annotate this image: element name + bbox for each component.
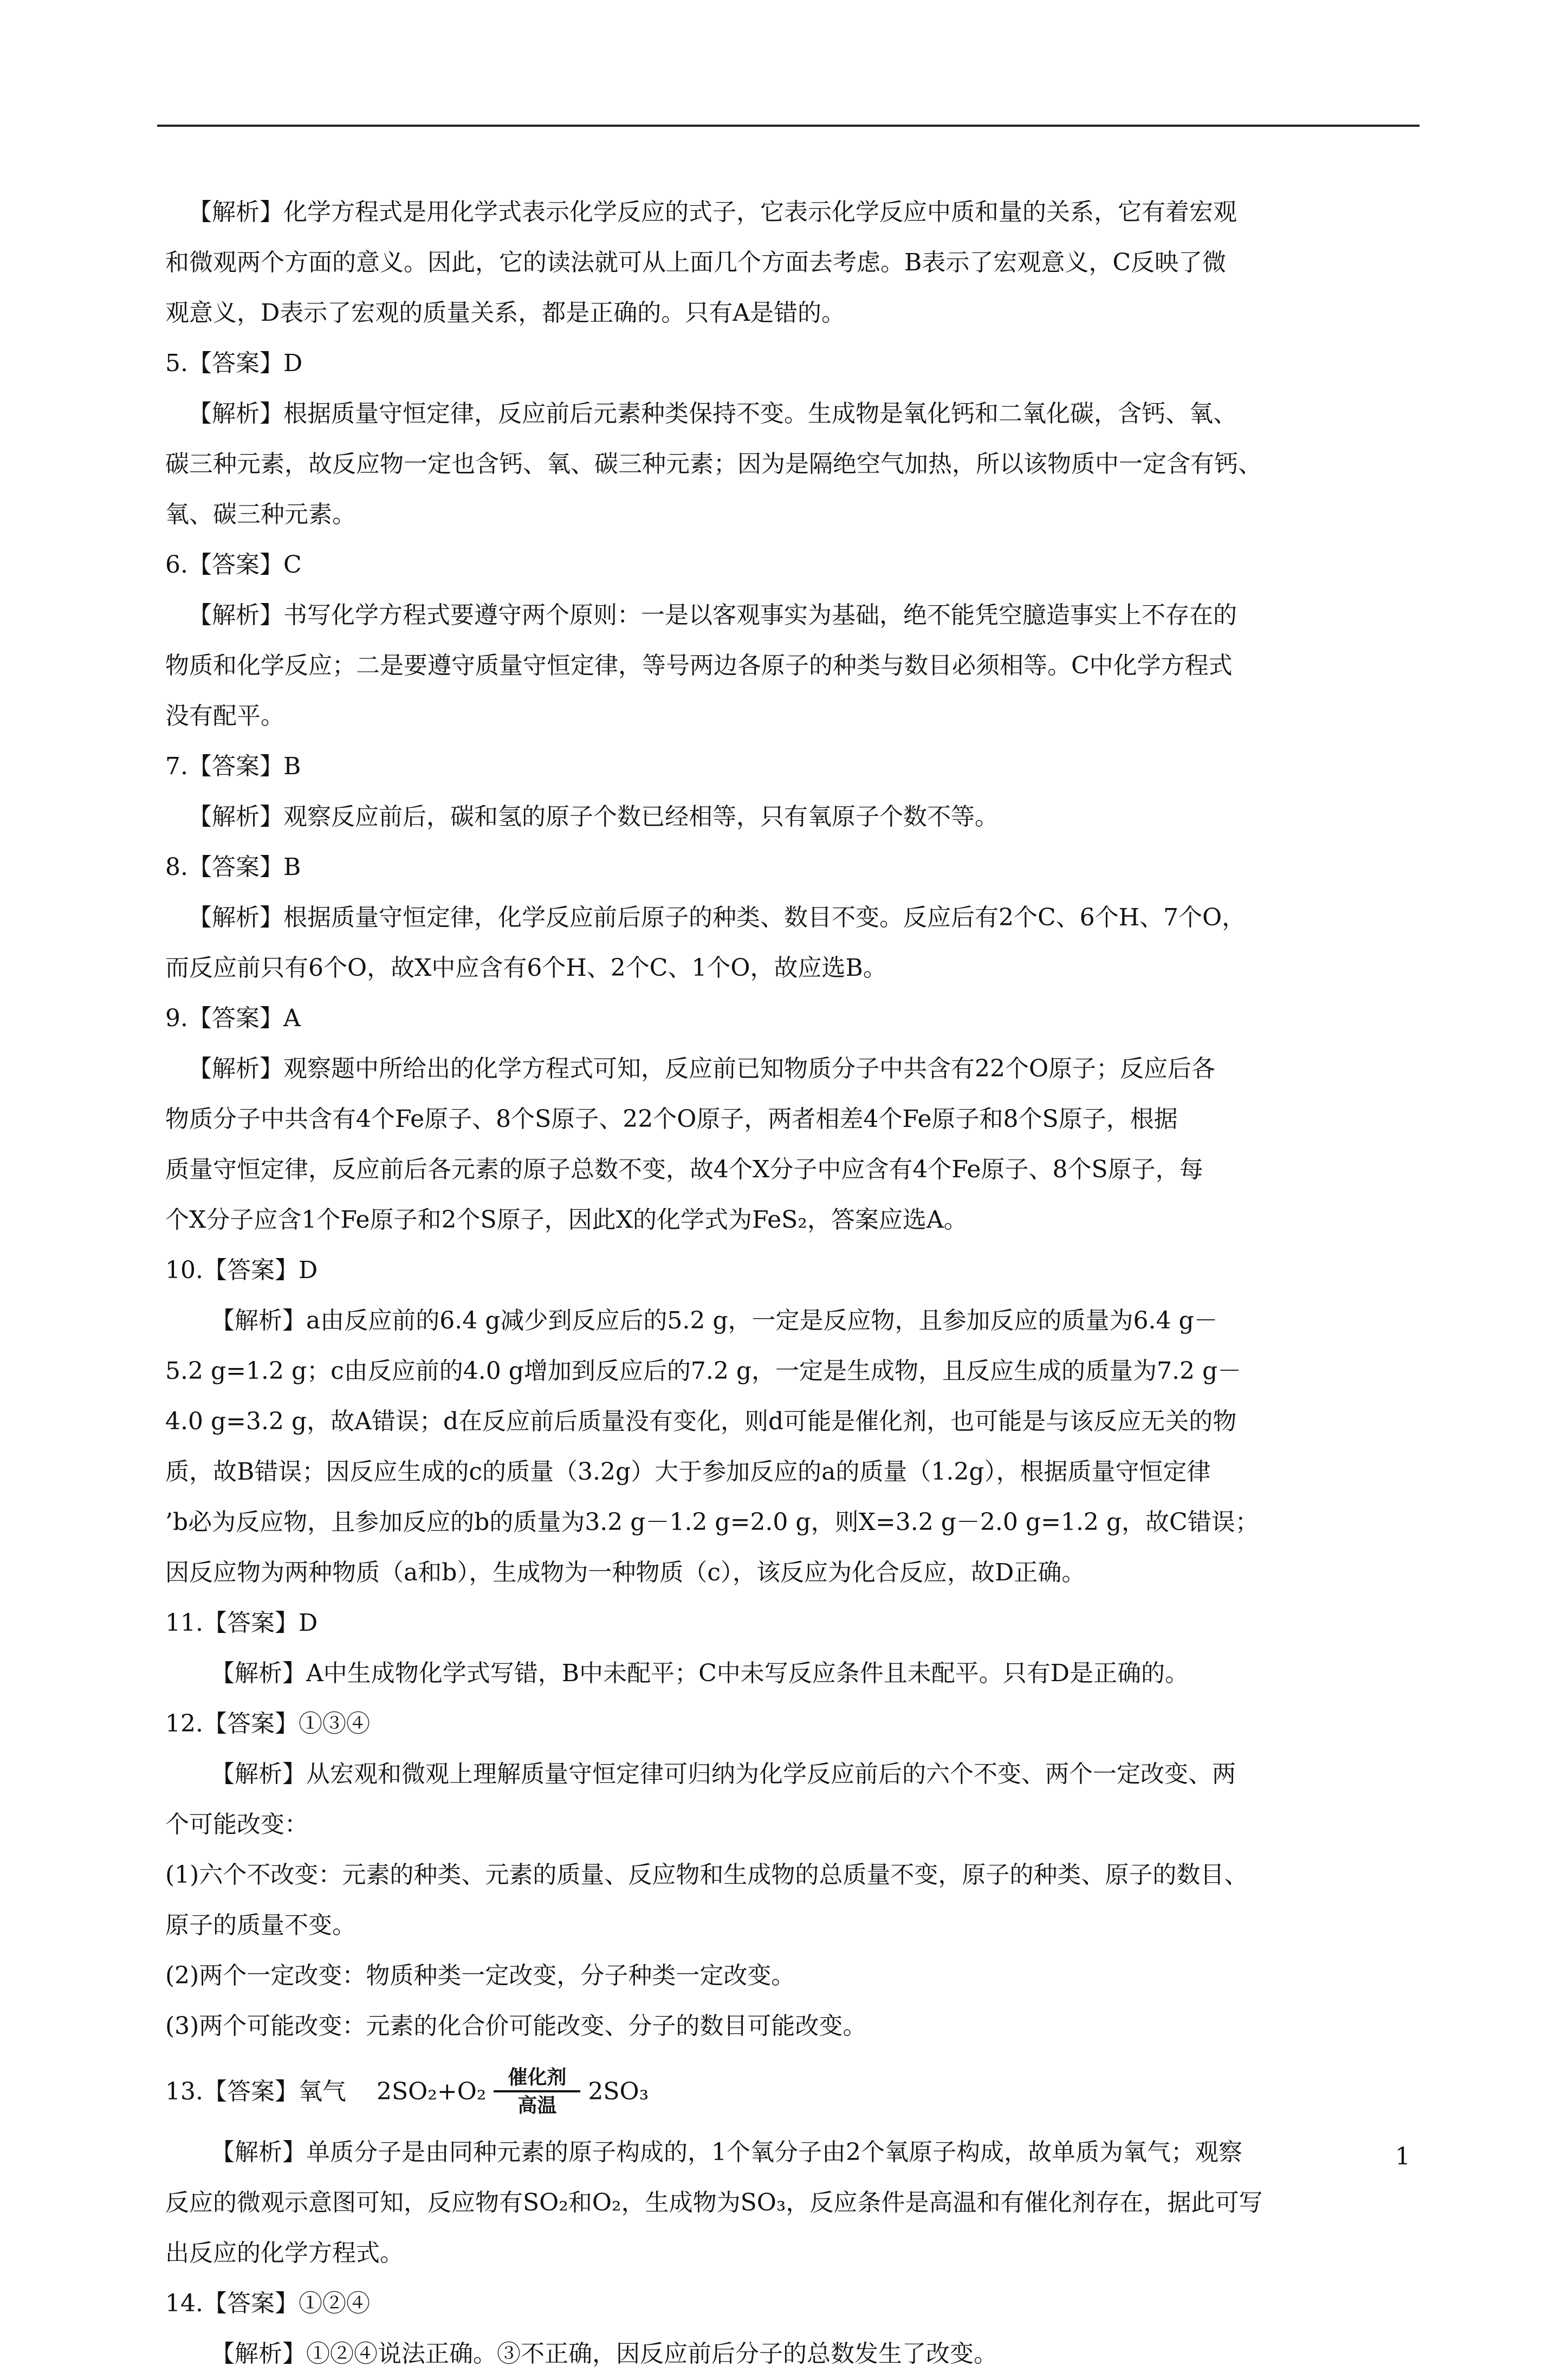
text-line: 10.【答案】D [165, 1256, 318, 1284]
answer-body [165, 187, 1430, 2379]
text-line: 而反应前只有6个O，故X中应含有6个H、2个C、1个O，故应选B。 [165, 954, 887, 982]
text-line: 11.【答案】D [165, 1609, 318, 1637]
text-line: 【解析】观察题中所给出的化学方程式可知，反应前已知物质分子中共含有22个O原子；反应后各 [188, 1055, 1216, 1082]
text-line: 个可能改变： [165, 1811, 308, 1838]
text-line: 和微观两个方面的意义。因此，它的读法就可从上面几个方面去考虑。B表示了宏观意义，C反映了微 [165, 249, 1226, 276]
text-line: 9.【答案】A [165, 1004, 301, 1032]
text-line: 观意义，D表示了宏观的质量关系，都是正确的。只有A是错的。 [165, 299, 846, 327]
text-line: 【解析】A中生成物化学式写错，B中未配平；C中未写反应条件且未配平。只有D是正确的。 [211, 1660, 1189, 1687]
text-line: ’b必为反应物，且参加反应的b的质量为3.2 g－1.2 g=2.0 g，则X=3.2 g－2.0 g=1.2 g，故C错误； [165, 1508, 1259, 1536]
text-line: 原子的质量不变。 [165, 1911, 356, 1939]
text-line: 质，故B错误；因反应生成的c的质量（3.2g）大于参加反应的a的质量（1.2g），根据质量守恒定律 [165, 1458, 1211, 1486]
header-rule [157, 125, 1420, 127]
reaction-temperature: 高温 [517, 2094, 557, 2117]
text-line: 【解析】根据质量守恒定律，化学反应前后原子的种类、数目不变。反应后有2个C、6个H、7个O， [188, 904, 1246, 931]
text-line: 物质分子中共含有4个Fe原子、8个S原子、22个O原子，两者相差4个Fe原子和8个S原子，根据 [165, 1105, 1178, 1133]
text-line: 5.【答案】D [165, 349, 303, 377]
q13-product: 2SO₃ [588, 2077, 649, 2105]
text-line: (3)两个可能改变：元素的化合价可能改变、分子的数目可能改变。 [165, 2012, 867, 2040]
reaction-arrow-line [494, 2090, 580, 2092]
reaction-condition [494, 2065, 580, 2117]
reaction-catalyst: 催化剂 [508, 2066, 567, 2089]
text-line: 5.2 g=1.2 g；c由反应前的4.0 g增加到反应后的7.2 g，一定是生成物，且反应生成的质量为7.2 g－ [165, 1357, 1242, 1385]
q13-reactants: 2SO₂+O₂ [376, 2077, 487, 2105]
text-line: (1)六个不改变：元素的种类、元素的质量、反应物和生成物的总质量不变，原子的种类、原子的数目、 [165, 1861, 1248, 1889]
text-line: 【解析】化学方程式是用化学式表示化学反应的式子，它表示化学反应中质和量的关系，它有着宏观 [188, 198, 1237, 226]
text-line: 质量守恒定律，反应前后各元素的原子总数不变，故4个X分子中应含有4个Fe原子、8个S原子，每 [165, 1156, 1203, 1183]
text-line: 【解析】单质分子是由同种元素的原子构成的，1个氧分子由2个氧原子构成，故单质为氧气；观察 [211, 2138, 1242, 2166]
text-line: 【解析】从宏观和微观上理解质量守恒定律可归纳为化学反应前后的六个不变、两个一定改变、两 [211, 1760, 1236, 1788]
text-line: 碳三种元素，故反应物一定也含钙、氧、碳三种元素；因为是隔绝空气加热，所以该物质中一定含有钙、 [165, 450, 1262, 478]
text-line: 【解析】根据质量守恒定律，反应前后元素种类保持不变。生成物是氧化钙和二氧化碳，含钙、氧、 [188, 400, 1237, 427]
text-line: (2)两个一定改变：物质种类一定改变，分子种类一定改变。 [165, 1962, 795, 1989]
text-line: 6.【答案】C [165, 551, 302, 579]
text-line: 【解析】书写化学方程式要遵守两个原则：一是以客观事实为基础，绝不能凭空臆造事实上不存在的 [188, 601, 1237, 629]
text-line: 14.【答案】①②④ [165, 2290, 370, 2317]
text-line: 因反应物为两种物质（a和b），生成物为一种物质（c），该反应为化合反应，故D正确。 [165, 1559, 1086, 1586]
text-line: 出反应的化学方程式。 [165, 2239, 404, 2267]
q13-label: 13.【答案】氧气 [165, 2077, 346, 2105]
q13-answer-line [165, 2059, 1430, 2124]
text-line: 【解析】观察反应前后，碳和氢的原子个数已经相等，只有氧原子个数不等。 [188, 803, 999, 831]
text-line: 4.0 g=3.2 g，故A错误；d在反应前后质量没有变化，则d可能是催化剂，也可能是与该反应无关的物 [165, 1408, 1237, 1435]
solution-lines-after [165, 2127, 1430, 2379]
text-line: 【解析】①②④说法正确。③不正确，因反应前后分子的总数发生了改变。 [211, 2340, 997, 2368]
page-number: 1 [1395, 2143, 1410, 2170]
text-line: 反应的微观示意图可知，反应物有SO₂和O₂，生成物为SO₃，反应条件是高温和有催化剂存在，据此可写 [165, 2189, 1263, 2216]
text-line: 12.【答案】①③④ [165, 1710, 370, 1738]
solution-lines-before [165, 187, 1430, 2051]
text-line: 【解析】a由反应前的6.4 g减少到反应后的5.2 g，一定是反应物，且参加反应的质量为6.4 g－ [211, 1307, 1218, 1334]
text-line: 8.【答案】B [165, 853, 301, 881]
text-line: 氧、碳三种元素。 [165, 501, 356, 528]
text-line: 没有配平。 [165, 702, 284, 730]
text-line: 7.【答案】B [165, 753, 301, 780]
text-line: 个X分子应含1个Fe原子和2个S原子，因此X的化学式为FeS₂，答案应选A。 [165, 1206, 968, 1234]
text-line: 物质和化学反应；二是要遵守质量守恒定律，等号两边各原子的种类与数目必须相等。C中化学方程式 [165, 652, 1233, 679]
